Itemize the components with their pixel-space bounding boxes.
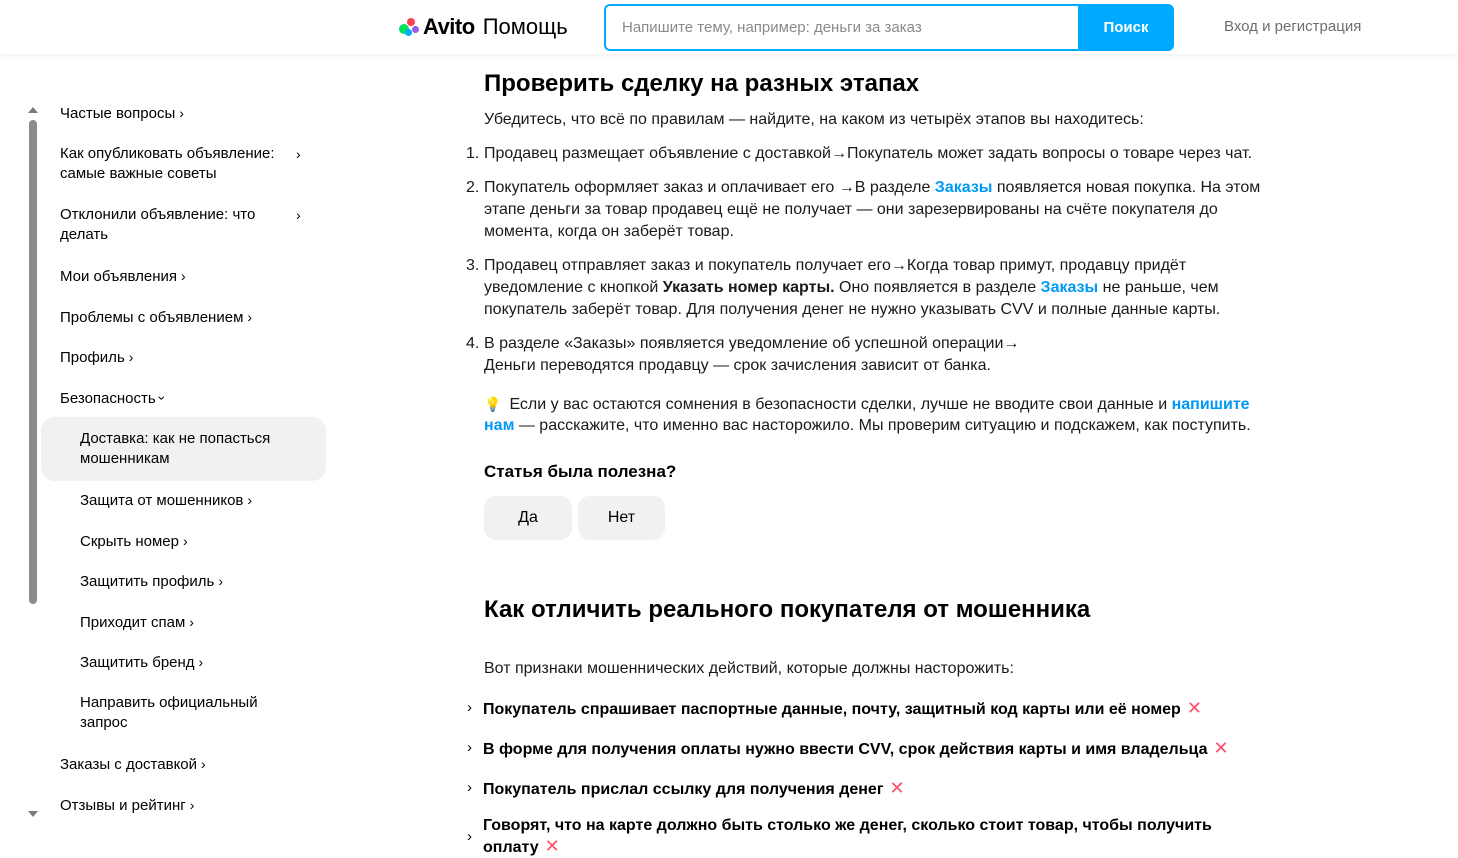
sidebar-item-label: Частые вопросы: [60, 105, 176, 122]
feedback-yes-button[interactable]: Да: [484, 496, 572, 540]
tip-text: — расскажите, что именно вас насторожило. Мы проверим ситуацию и подскажем, как поступить.: [514, 417, 1251, 434]
sidebar-item-label: Защитить профиль: [80, 573, 215, 590]
step-2-line-2: этапе деньги за товар продавец ещё не получает — они зарезервированы на счёте покупателя до: [484, 201, 1218, 218]
sidebar-item-label: Заказы с доставкой: [60, 756, 198, 773]
sidebar-item-profile[interactable]: [60, 347, 133, 368]
fraud-sign-accordion[interactable]: [467, 778, 1267, 800]
cross-mark-icon: ✕: [544, 836, 560, 856]
sidebar-scrollbar-thumb[interactable]: [29, 120, 37, 604]
step-text: не раньше, чем: [1098, 279, 1219, 296]
step-text: уведомление с кнопкой: [484, 279, 663, 296]
step-3-line-3: покупатель заберёт товар. Для получения денег не нужно указывать CVV и полные данные карты.: [484, 301, 1221, 318]
step-text: Покупатель оформляет заказ и оплачивает его →В разделе: [484, 179, 935, 196]
section-title-check-deal: Проверить сделку на разных этапах: [484, 70, 920, 97]
sidebar-subitem-hide-number[interactable]: [80, 531, 188, 552]
chevron-right-icon: ›: [183, 533, 188, 549]
scroll-up-arrow-icon[interactable]: [28, 107, 38, 113]
fraud-sign-text: [483, 778, 905, 800]
chevron-right-icon: ›: [247, 492, 253, 508]
step-4-line-2: Деньги переводятся продавцу — срок зачисления зависит от банка.: [484, 357, 991, 374]
fraud-sign-label: Покупатель прислал ссылку для получения денег: [483, 781, 884, 798]
fraud-sign-label: В форме для получения оплаты нужно ввести CVV, срок действия карты и имя владельца: [483, 741, 1208, 758]
fraud-sign-text: [483, 816, 1243, 858]
search-input[interactable]: [604, 4, 1078, 51]
logo-dots-icon: [399, 16, 421, 38]
sidebar-item-label: Как опубликовать объявление: самые важные советы: [60, 145, 275, 182]
sidebar-item-label: Проблемы с объявлением: [60, 309, 244, 326]
sidebar-subitem-protect-brand[interactable]: [80, 652, 203, 673]
sidebar-item-label: Доставка: как не попасться мошенникам: [80, 430, 271, 467]
chevron-right-icon: ›: [201, 756, 206, 772]
step-number: 1.: [466, 145, 480, 162]
chevron-right-icon: ›: [296, 207, 301, 223]
sidebar-item-security[interactable]: [60, 388, 171, 409]
chevron-right-icon: ›: [247, 309, 253, 325]
sidebar-item-label: Безопасность: [60, 390, 156, 407]
cross-mark-icon: ✕: [1186, 698, 1202, 718]
sidebar-item-my-ads[interactable]: [60, 266, 186, 287]
step-2-line-3: момента, когда он заберёт товар.: [484, 223, 734, 240]
step-1-text: Продавец размещает объявление с доставкой→Покупатель может задать вопросы о товаре через чат.: [484, 145, 1253, 162]
step-number: 4.: [466, 335, 480, 352]
login-link[interactable]: Вход и регистрация: [1224, 18, 1362, 35]
orders-link[interactable]: Заказы: [1040, 279, 1099, 296]
sidebar-item-rejected[interactable]: [60, 205, 310, 245]
sidebar-subitem-fraud-protection[interactable]: [80, 490, 252, 511]
tip-text: Если у вас остаются сомнения в безопасности сделки, лучше не вводите свои данные и: [509, 396, 1172, 413]
chevron-right-icon: ›: [218, 573, 223, 589]
orders-link[interactable]: Заказы: [934, 179, 993, 196]
sidebar-item-label: Приходит спам: [80, 614, 186, 631]
sidebar-subitem-official-request[interactable]: [80, 693, 280, 733]
step-text: Оно появляется в разделе: [834, 279, 1041, 296]
fraud-sign-label: Говорят, что на карте должно быть столько же денег, сколько стоит товар, чтобы получить: [483, 817, 1212, 834]
lightbulb-icon: 💡: [484, 396, 502, 412]
section-title-real-buyer: Как отличить реального покупателя от мошенника: [484, 596, 1091, 623]
tip-line-2: [484, 415, 1251, 437]
sidebar-item-label: Скрыть номер: [80, 533, 179, 550]
step-text: появляется новая покупка. На этом: [992, 179, 1261, 196]
sidebar-subitem-spam[interactable]: [80, 612, 194, 633]
chevron-right-icon: ›: [467, 739, 472, 756]
logo-text: Avito: [423, 14, 475, 39]
sidebar-subitem-delivery-fraud[interactable]: [80, 429, 300, 469]
chevron-down-icon: ›: [154, 395, 171, 401]
signs-intro-text: Вот признаки мошеннических действий, которые должны насторожить:: [484, 660, 1014, 677]
search-bar: [604, 4, 1174, 51]
fraud-sign-text: [483, 738, 1229, 760]
sidebar-item-label: Мои объявления: [60, 268, 177, 285]
sidebar-item-ad-problems[interactable]: [60, 307, 252, 328]
avito-logo[interactable]: [399, 13, 568, 41]
card-number-button-name: Указать номер карты.: [662, 279, 835, 296]
search-button[interactable]: Поиск: [1078, 4, 1174, 51]
sidebar-item-label: Защитить бренд: [80, 654, 195, 671]
cross-mark-icon: ✕: [1213, 738, 1229, 758]
logo-help-text: Помощь: [482, 14, 568, 39]
sidebar-item-label: Защита от мошенников: [80, 492, 244, 509]
feedback-no-button[interactable]: Нет: [578, 496, 665, 540]
chevron-right-icon: ›: [467, 779, 472, 796]
chevron-right-icon: ›: [467, 699, 472, 716]
fraud-sign-accordion[interactable]: [467, 698, 1267, 720]
chevron-right-icon: ›: [296, 146, 301, 162]
write-us-link[interactable]: нам: [484, 417, 515, 434]
fraud-sign-label: Покупатель спрашивает паспортные данные, почту, защитный код карты или её номер: [483, 701, 1181, 718]
write-us-link[interactable]: напишите: [1171, 396, 1250, 413]
cross-mark-icon: ✕: [889, 778, 905, 798]
step-2-line-1: [484, 177, 1260, 199]
chevron-right-icon: ›: [189, 614, 194, 630]
fraud-sign-text: [483, 698, 1202, 720]
sidebar-item-label: Отклонили объявление: что делать: [60, 206, 256, 243]
step-3-line-2: [484, 277, 1219, 299]
sidebar-item-delivery-orders[interactable]: [60, 754, 206, 775]
chevron-right-icon: ›: [181, 268, 186, 284]
feedback-title: Статья была полезна?: [484, 462, 677, 481]
step-number: 3.: [466, 257, 480, 274]
sidebar-item-label: Отзывы и рейтинг: [60, 797, 186, 814]
chevron-right-icon: ›: [179, 105, 184, 121]
intro-text: Убедитесь, что всё по правилам — найдите, на каком из четырёх этапов вы находитесь:: [484, 111, 1144, 128]
sidebar-item-faq[interactable]: [60, 103, 184, 124]
step-3-line-1: Продавец отправляет заказ и покупатель получает его→Когда товар примут, продавцу придёт: [484, 257, 1187, 274]
chevron-right-icon: ›: [198, 654, 204, 670]
sidebar-subitem-protect-profile[interactable]: [80, 571, 223, 592]
chevron-right-icon: ›: [467, 828, 472, 845]
fraud-sign-label: оплату: [483, 839, 539, 856]
sidebar-item-reviews[interactable]: [60, 795, 194, 816]
sidebar-item-label: Профиль: [60, 349, 125, 366]
scroll-down-arrow-icon[interactable]: [28, 811, 38, 817]
header: [0, 0, 1458, 54]
sidebar-item-label: Направить официальный запрос: [80, 694, 258, 731]
chevron-right-icon: ›: [189, 797, 195, 813]
fraud-sign-accordion[interactable]: [467, 738, 1267, 760]
step-number: 2.: [466, 179, 480, 196]
tip-line-1: [484, 393, 1250, 416]
fraud-sign-accordion[interactable]: [467, 816, 1267, 858]
step-4-line-1: В разделе «Заказы» появляется уведомление об успешной операции→: [484, 335, 1020, 352]
sidebar-item-publish-tips[interactable]: [60, 144, 310, 184]
chevron-right-icon: ›: [128, 349, 134, 365]
